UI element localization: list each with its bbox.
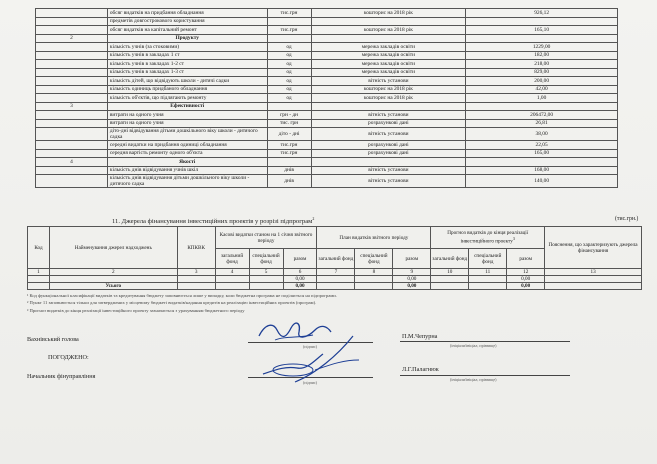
indicator-row: [36, 85, 618, 94]
row-number: [36, 94, 108, 103]
indicator-source: вітність установи: [311, 128, 466, 141]
indicator-name: середня вартість ремонту одного об'єкта: [107, 149, 267, 158]
indicator-value: 1,00: [466, 94, 618, 103]
header-forecast: Прогноз видатків до кінця реалізації інвестиційного проекту$^3$: [431, 227, 545, 249]
indicator-value: 829,00: [466, 68, 618, 77]
total-label: Усього: [49, 283, 177, 290]
indicator-value: 26,81: [466, 119, 618, 128]
row-number: [36, 51, 108, 60]
indicator-name: діто-дні відвідування дітьми дошкільного віку школи - дитячого садка: [107, 128, 267, 141]
footnote-1: ¹ Код функціональної класифікації видатків та кредитування бюджету заповнюється лише у випадку, коли бюджетна програма не поділяється на підпрограми.: [27, 293, 337, 298]
footnote-3: ³ Прогноз видатків до кінця реалізації інвестиційного проекту зазначається з урахуванням бюджетного періоду: [27, 308, 245, 313]
indicator-unit: од: [267, 68, 311, 77]
row-number: [36, 166, 108, 175]
indicator-source: кошторис на 2018 рік: [311, 9, 466, 18]
indicator-unit: тис.грн: [267, 9, 311, 18]
sub-special: спеціальний фонд: [469, 249, 507, 269]
indicator-unit: тис.грн: [267, 26, 311, 35]
row-number: 4: [36, 158, 108, 167]
indicator-name: Якості: [107, 158, 267, 167]
sub-special: спеціальний фонд: [249, 249, 283, 269]
head-position-label: Вахнівський голова: [27, 336, 79, 343]
finance-signature-image: [255, 330, 375, 388]
indicator-unit: днів: [267, 166, 311, 175]
indicator-row: [36, 166, 618, 175]
indicator-value: 926,12: [466, 9, 618, 18]
sub-general: загальний фонд: [431, 249, 469, 269]
footnote-2: ² Пункт 11 заповнюється тільки для затверджених у місцевому бюджеті видатків/надання кредитів на реалізацію інвестиційних проектів (програм).: [27, 300, 317, 305]
indicator-name: витрати на одного учня: [107, 111, 267, 120]
row-number: [36, 60, 108, 69]
indicator-name: середні видатки на придбання одиниці обладнання: [107, 141, 267, 150]
row-number: [36, 128, 108, 141]
indicator-row: [36, 51, 618, 60]
indicator-value: 165,00: [466, 149, 618, 158]
indicator-name: кількість учнів (за стоковими): [107, 43, 267, 52]
column-number: 12: [507, 269, 545, 276]
column-number: 11: [469, 269, 507, 276]
head-signature-caption: (підпис): [303, 344, 318, 349]
indicator-unit: [267, 102, 311, 111]
header-code: Код: [28, 227, 50, 269]
indicator-value: 38,00: [466, 128, 618, 141]
indicator-value: [466, 34, 618, 43]
indicator-unit: од: [267, 43, 311, 52]
row-number: [36, 85, 108, 94]
indicator-unit: од: [267, 51, 311, 60]
indicator-unit: грн - дн: [267, 111, 311, 120]
indicator-unit: од: [267, 77, 311, 86]
indicator-source: вітність установи: [311, 77, 466, 86]
indicator-unit: [267, 158, 311, 167]
indicator-row: [36, 175, 618, 188]
indicator-name: кількість об'єктів, що підлягають ремонту: [107, 94, 267, 103]
head-name-caption: (ініціали/ініціал, прізвище): [450, 343, 497, 348]
column-number: 1: [28, 269, 50, 276]
column-numbers-row: [28, 269, 642, 276]
indicator-row: [36, 94, 618, 103]
row-number: [36, 26, 108, 35]
finance-name-line: [400, 375, 570, 376]
sub-total: разом: [393, 249, 431, 269]
indicator-unit: діто - дні: [267, 128, 311, 141]
indicator-source: мережа закладів освіти: [311, 60, 466, 69]
indicator-row: [36, 119, 618, 128]
finance-name-caption: (ініціали/ініціал, прізвище): [450, 377, 497, 382]
indicator-row: [36, 34, 618, 43]
indicator-source: [311, 34, 466, 43]
cell-forecast-total: 0,00: [507, 276, 545, 283]
indicator-source: мережа закладів освіти: [311, 43, 466, 52]
data-row: [28, 276, 642, 283]
indicator-row: [36, 60, 618, 69]
head-name: П.М.Чепурна: [402, 333, 438, 340]
indicator-name: кількість учнів в закладах 1 ст: [107, 51, 267, 60]
indicator-name: кількість одиниць придбаного обладнання: [107, 85, 267, 94]
indicator-value: 182,00: [466, 51, 618, 60]
indicator-name: обсяг видатків на капітальний ремонт: [107, 26, 267, 35]
header-name: Найменування джерел надходжень: [49, 227, 177, 269]
indicator-source: [311, 102, 466, 111]
row-number: [36, 111, 108, 120]
total-cash: 0,00: [283, 283, 317, 290]
indicator-row: [36, 141, 618, 150]
row-number: 2: [36, 34, 108, 43]
row-number: [36, 77, 108, 86]
row-number: [36, 141, 108, 150]
indicator-row: [36, 128, 618, 141]
indicator-row: [36, 9, 618, 18]
indicator-row: [36, 26, 618, 35]
header-explain: Пояснення, що характеризують джерела фінансування: [545, 227, 642, 269]
indicator-row: [36, 17, 618, 26]
row-number: [36, 43, 108, 52]
indicator-unit: од: [267, 85, 311, 94]
finance-position-label: Начальник фінуправління: [27, 373, 96, 380]
column-number: 5: [249, 269, 283, 276]
indicator-value: [466, 102, 618, 111]
indicator-row: [36, 111, 618, 120]
indicator-unit: тис.грн: [267, 141, 311, 150]
total-row: [28, 283, 642, 290]
indicator-row: [36, 158, 618, 167]
row-number: [36, 68, 108, 77]
column-number: 3: [177, 269, 215, 276]
indicator-source: розрахункові дані: [311, 149, 466, 158]
indicators-table: [35, 8, 618, 188]
indicator-value: 206472,00: [466, 111, 618, 120]
column-number: 6: [283, 269, 317, 276]
indicator-name: предметів довгострокового користування: [107, 17, 267, 26]
indicator-value: 200,00: [466, 77, 618, 86]
sub-total: разом: [507, 249, 545, 269]
indicator-name: кількість дітей, що відвідують школи - дитячі садки: [107, 77, 267, 86]
header-plan: План видатків звітного періоду: [317, 227, 431, 249]
indicator-value: 42,00: [466, 85, 618, 94]
indicator-name: кількість днів відвідування учнів шкіл: [107, 166, 267, 175]
column-number: 9: [393, 269, 431, 276]
sub-special: спеціальний фонд: [355, 249, 393, 269]
indicator-row: [36, 77, 618, 86]
indicator-unit: тис.грн: [267, 149, 311, 158]
indicator-source: мережа закладів освіти: [311, 51, 466, 60]
column-number: 10: [431, 269, 469, 276]
column-number: 13: [545, 269, 642, 276]
indicator-source: [311, 158, 466, 167]
row-number: [36, 17, 108, 26]
indicator-name: кількість учнів в закладах 1-2 ст: [107, 60, 267, 69]
column-number: 8: [355, 269, 393, 276]
indicator-unit: од: [267, 60, 311, 69]
agreed-label: ПОГОДЖЕНО:: [48, 354, 89, 361]
total-plan: 0,00: [393, 283, 431, 290]
row-number: [36, 175, 108, 188]
sub-general: загальний фонд: [215, 249, 249, 269]
indicator-value: 140,00: [466, 175, 618, 188]
indicator-value: [466, 17, 618, 26]
indicator-name: Ефективності: [107, 102, 267, 111]
indicator-name: Продукту: [107, 34, 267, 43]
sub-general: загальний фонд: [317, 249, 355, 269]
finance-name: Л.Г.Палагнюк: [402, 366, 439, 373]
indicator-unit: [267, 34, 311, 43]
indicator-source: вітність установи: [311, 166, 466, 175]
section-11-title: 11. Джерела фінансування інвестиційних проектів у розрізі підпрограм$^2$: [112, 216, 315, 226]
row-number: 3: [36, 102, 108, 111]
funding-sources-table: [27, 226, 642, 290]
indicator-name: витрати на одного учня: [107, 119, 267, 128]
total-forecast: 0,00: [507, 283, 545, 290]
indicator-value: 1229,00: [466, 43, 618, 52]
cell-plan-total: 0,00: [393, 276, 431, 283]
indicator-value: 168,00: [466, 166, 618, 175]
unit-note: (тис.грн.): [615, 216, 639, 222]
row-number: [36, 119, 108, 128]
indicator-value: [466, 158, 618, 167]
column-number: 7: [317, 269, 355, 276]
indicator-row: [36, 68, 618, 77]
header-kpk: КПКВК: [177, 227, 215, 269]
indicator-unit: [267, 17, 311, 26]
indicator-source: вітність установи: [311, 175, 466, 188]
indicator-value: 218,00: [466, 60, 618, 69]
indicator-source: кошторис на 2018 рік: [311, 85, 466, 94]
header-cash: Касові видатки станом на 1 січня звітного періоду: [215, 227, 317, 249]
indicator-source: [311, 17, 466, 26]
indicator-unit: днів: [267, 175, 311, 188]
indicator-value: 165,10: [466, 26, 618, 35]
column-number: 4: [215, 269, 249, 276]
indicator-unit: од: [267, 94, 311, 103]
indicator-unit: тис. грн: [267, 119, 311, 128]
row-number: [36, 149, 108, 158]
head-name-line: [400, 341, 570, 342]
indicator-row: [36, 43, 618, 52]
indicator-source: мережа закладів освіти: [311, 68, 466, 77]
indicator-value: 22,05: [466, 141, 618, 150]
indicator-row: [36, 149, 618, 158]
finance-signature-caption: (підпис): [303, 380, 318, 385]
indicator-source: кошторис на 2018 рік: [311, 94, 466, 103]
indicator-row: [36, 102, 618, 111]
indicator-source: кошторис на 2018 рік: [311, 26, 466, 35]
indicator-source: розрахункові дані: [311, 119, 466, 128]
cell-cash-total: 0,00: [283, 276, 317, 283]
sub-total: разом: [283, 249, 317, 269]
indicator-name: кількість учнів в закладах 1-3 ст: [107, 68, 267, 77]
indicator-source: розрахункові дані: [311, 141, 466, 150]
row-number: [36, 9, 108, 18]
indicator-name: кількість днів відвідування дітьми дошкільного віку школи - дитячого садка: [107, 175, 267, 188]
indicator-source: вітність установи: [311, 111, 466, 120]
column-number: 2: [49, 269, 177, 276]
indicator-name: обсяг видатків на придбання обладнання: [107, 9, 267, 18]
